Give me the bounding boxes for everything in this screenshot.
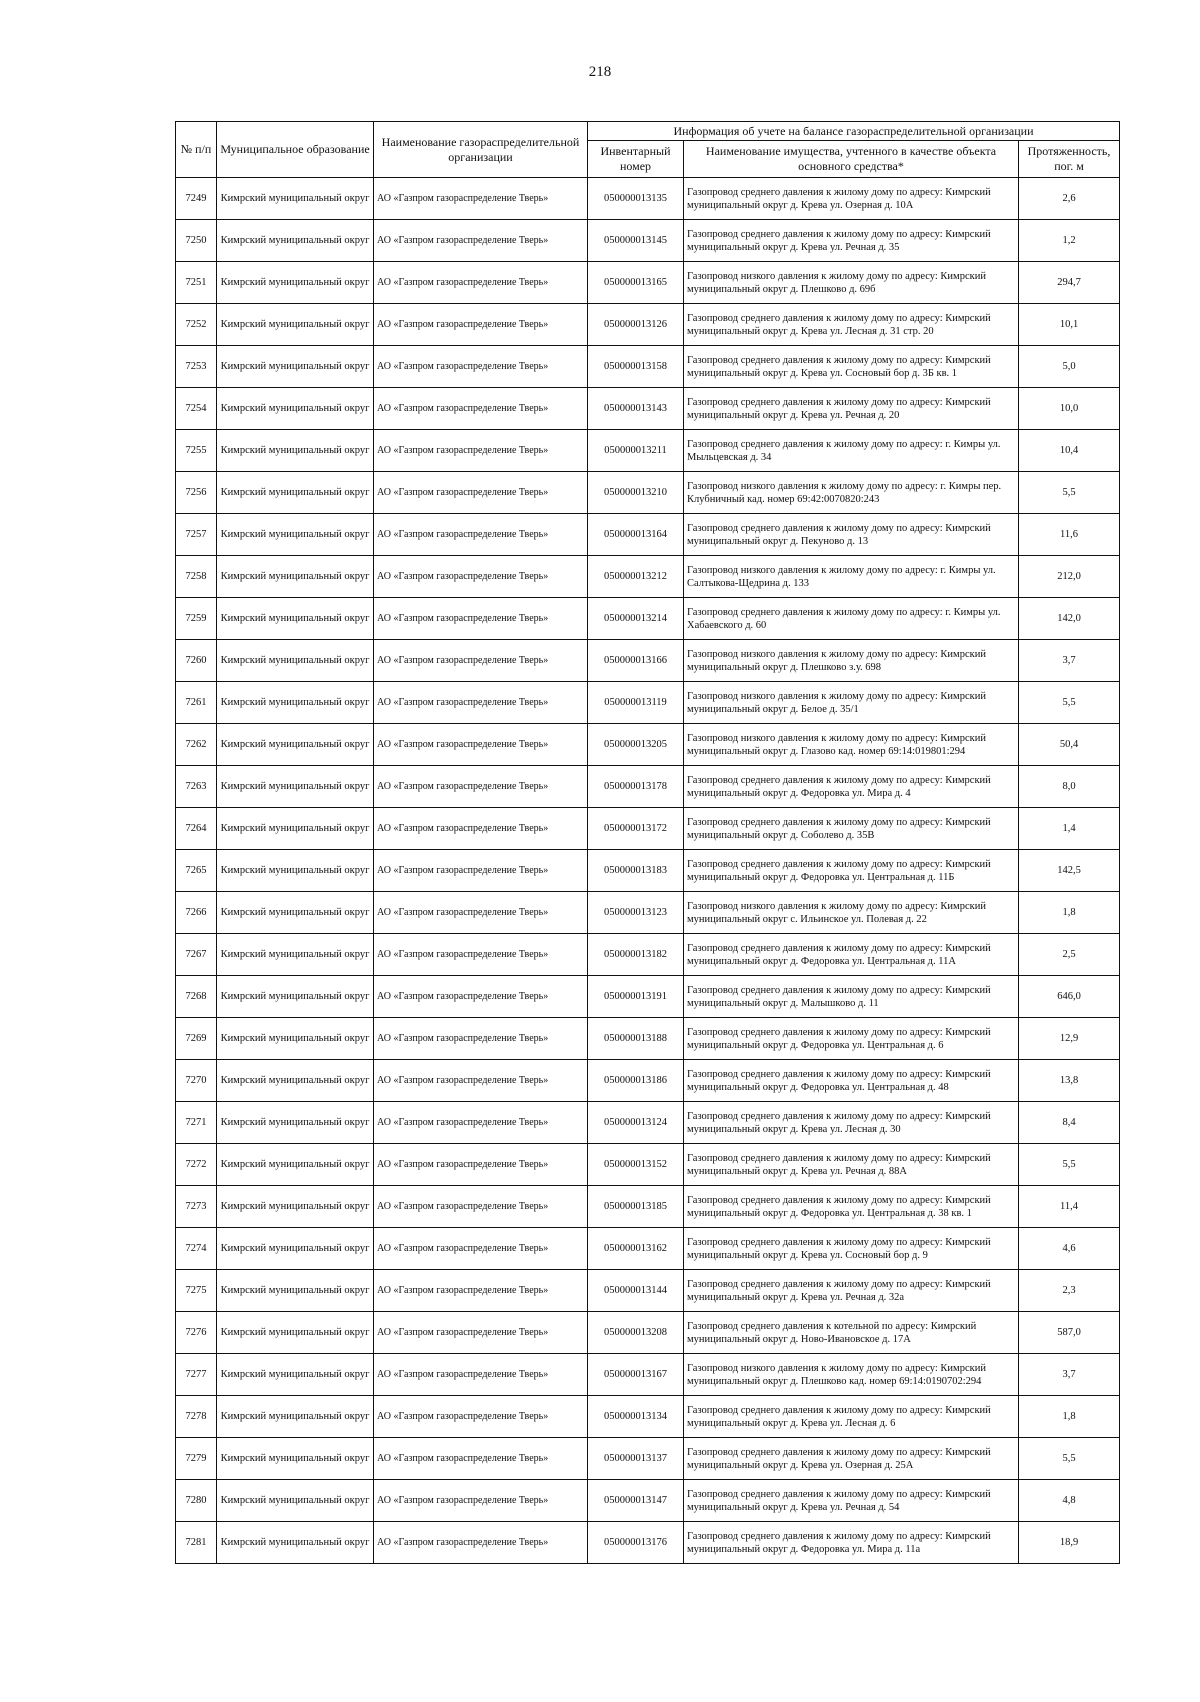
- cell-municipality: Кимрский муниципальный округ: [217, 1144, 374, 1186]
- cell-property-name: Газопровод среднего давления к жилому дому по адресу: Кимрский муниципальный округ д. Федоровка ул. Центральная д. 38 кв. 1: [684, 1186, 1019, 1228]
- table-row: [176, 598, 1120, 640]
- cell-organization: АО «Газпром газораспределение Тверь»: [374, 808, 588, 850]
- cell-organization: АО «Газпром газораспределение Тверь»: [374, 766, 588, 808]
- table-row: [176, 808, 1120, 850]
- cell-municipality: Кимрский муниципальный округ: [217, 1102, 374, 1144]
- cell-length: 2,5: [1019, 934, 1120, 976]
- cell-inventory-number: 050000013208: [588, 1312, 684, 1354]
- cell-organization: АО «Газпром газораспределение Тверь»: [374, 220, 588, 262]
- cell-length: 8,4: [1019, 1102, 1120, 1144]
- cell-inventory-number: 050000013182: [588, 934, 684, 976]
- cell-number: 7258: [176, 556, 217, 598]
- cell-length: 11,4: [1019, 1186, 1120, 1228]
- cell-length: 10,4: [1019, 430, 1120, 472]
- cell-municipality: Кимрский муниципальный округ: [217, 304, 374, 346]
- cell-number: 7266: [176, 892, 217, 934]
- cell-number: 7255: [176, 430, 217, 472]
- cell-inventory-number: 050000013158: [588, 346, 684, 388]
- table-row: [176, 1228, 1120, 1270]
- cell-organization: АО «Газпром газораспределение Тверь»: [374, 388, 588, 430]
- cell-number: 7253: [176, 346, 217, 388]
- header-no: № п/п: [176, 122, 217, 178]
- header-municipality: Муниципальное образование: [217, 122, 374, 178]
- cell-length: 142,0: [1019, 598, 1120, 640]
- cell-municipality: Кимрский муниципальный округ: [217, 724, 374, 766]
- cell-inventory-number: 050000013176: [588, 1522, 684, 1564]
- header-group-title: Информация об учете на балансе газораспределительной организации: [588, 122, 1120, 141]
- cell-property-name: Газопровод среднего давления к жилому дому по адресу: г. Кимры ул. Мыльцевская д. 34: [684, 430, 1019, 472]
- table-row: [176, 640, 1120, 682]
- cell-property-name: Газопровод среднего давления к жилому дому по адресу: г. Кимры ул. Хабаевского д. 60: [684, 598, 1019, 640]
- cell-property-name: Газопровод среднего давления к жилому дому по адресу: Кимрский муниципальный округ д. Крева ул. Речная д. 54: [684, 1480, 1019, 1522]
- cell-property-name: Газопровод низкого давления к жилому дому по адресу: г. Кимры пер. Клубничный кад. номер 69:42:0070820:243: [684, 472, 1019, 514]
- table-row: [176, 430, 1120, 472]
- cell-number: 7277: [176, 1354, 217, 1396]
- table-row: [176, 1102, 1120, 1144]
- cell-property-name: Газопровод среднего давления к жилому дому по адресу: Кимрский муниципальный округ д. Крева ул. Озерная д. 10А: [684, 178, 1019, 220]
- cell-inventory-number: 050000013135: [588, 178, 684, 220]
- cell-inventory-number: 050000013205: [588, 724, 684, 766]
- cell-length: 10,0: [1019, 388, 1120, 430]
- cell-property-name: Газопровод низкого давления к жилому дому по адресу: Кимрский муниципальный округ д. Плешково з.у. 698: [684, 640, 1019, 682]
- cell-length: 646,0: [1019, 976, 1120, 1018]
- cell-organization: АО «Газпром газораспределение Тверь»: [374, 1354, 588, 1396]
- cell-inventory-number: 050000013145: [588, 220, 684, 262]
- cell-organization: АО «Газпром газораспределение Тверь»: [374, 304, 588, 346]
- cell-municipality: Кимрский муниципальный округ: [217, 178, 374, 220]
- cell-property-name: Газопровод среднего давления к жилому дому по адресу: Кимрский муниципальный округ д. Крева ул. Лесная д. 31 стр. 20: [684, 304, 1019, 346]
- cell-number: 7249: [176, 178, 217, 220]
- cell-organization: АО «Газпром газораспределение Тверь»: [374, 682, 588, 724]
- cell-property-name: Газопровод среднего давления к жилому дому по адресу: Кимрский муниципальный округ д. Федоровка ул. Центральная д. 6: [684, 1018, 1019, 1060]
- cell-property-name: Газопровод низкого давления к жилому дому по адресу: г. Кимры ул. Салтыкова-Щедрина д. 133: [684, 556, 1019, 598]
- cell-inventory-number: 050000013210: [588, 472, 684, 514]
- cell-organization: АО «Газпром газораспределение Тверь»: [374, 892, 588, 934]
- cell-municipality: Кимрский муниципальный округ: [217, 1354, 374, 1396]
- cell-length: 212,0: [1019, 556, 1120, 598]
- cell-organization: АО «Газпром газораспределение Тверь»: [374, 556, 588, 598]
- cell-length: 5,5: [1019, 1438, 1120, 1480]
- cell-municipality: Кимрский муниципальный округ: [217, 472, 374, 514]
- table-row: [176, 1480, 1120, 1522]
- cell-property-name: Газопровод среднего давления к котельной по адресу: Кимрский муниципальный округ д. Ново-Ивановское д. 17А: [684, 1312, 1019, 1354]
- cell-municipality: Кимрский муниципальный округ: [217, 514, 374, 556]
- cell-property-name: Газопровод низкого давления к жилому дому по адресу: Кимрский муниципальный округ д. Белое д. 35/1: [684, 682, 1019, 724]
- cell-length: 294,7: [1019, 262, 1120, 304]
- cell-inventory-number: 050000013186: [588, 1060, 684, 1102]
- cell-length: 5,5: [1019, 682, 1120, 724]
- cell-number: 7252: [176, 304, 217, 346]
- cell-property-name: Газопровод среднего давления к жилому дому по адресу: Кимрский муниципальный округ д. Крева ул. Озерная д. 25А: [684, 1438, 1019, 1480]
- cell-municipality: Кимрский муниципальный округ: [217, 1018, 374, 1060]
- table-row: [176, 1270, 1120, 1312]
- cell-municipality: Кимрский муниципальный округ: [217, 640, 374, 682]
- cell-number: 7278: [176, 1396, 217, 1438]
- cell-inventory-number: 050000013123: [588, 892, 684, 934]
- cell-inventory-number: 050000013172: [588, 808, 684, 850]
- cell-organization: АО «Газпром газораспределение Тверь»: [374, 346, 588, 388]
- cell-number: 7280: [176, 1480, 217, 1522]
- cell-inventory-number: 050000013147: [588, 1480, 684, 1522]
- cell-organization: АО «Газпром газораспределение Тверь»: [374, 976, 588, 1018]
- cell-municipality: Кимрский муниципальный округ: [217, 850, 374, 892]
- cell-municipality: Кимрский муниципальный округ: [217, 1522, 374, 1564]
- table-row: [176, 1144, 1120, 1186]
- cell-municipality: Кимрский муниципальный округ: [217, 1480, 374, 1522]
- cell-number: 7279: [176, 1438, 217, 1480]
- cell-length: 4,6: [1019, 1228, 1120, 1270]
- cell-organization: АО «Газпром газораспределение Тверь»: [374, 514, 588, 556]
- table-row: [176, 1312, 1120, 1354]
- cell-length: 1,8: [1019, 1396, 1120, 1438]
- cell-property-name: Газопровод среднего давления к жилому дому по адресу: Кимрский муниципальный округ д. Федоровка ул. Центральная д. 11Б: [684, 850, 1019, 892]
- cell-organization: АО «Газпром газораспределение Тверь»: [374, 598, 588, 640]
- cell-inventory-number: 050000013134: [588, 1396, 684, 1438]
- cell-organization: АО «Газпром газораспределение Тверь»: [374, 1102, 588, 1144]
- cell-property-name: Газопровод среднего давления к жилому дому по адресу: Кимрский муниципальный округ д. Федоровка ул. Центральная д. 11А: [684, 934, 1019, 976]
- cell-property-name: Газопровод среднего давления к жилому дому по адресу: Кимрский муниципальный округ д. Крева ул. Сосновый бор д. 9: [684, 1228, 1019, 1270]
- cell-length: 2,6: [1019, 178, 1120, 220]
- cell-number: 7263: [176, 766, 217, 808]
- cell-number: 7272: [176, 1144, 217, 1186]
- cell-number: 7265: [176, 850, 217, 892]
- cell-municipality: Кимрский муниципальный округ: [217, 934, 374, 976]
- cell-number: 7251: [176, 262, 217, 304]
- cell-municipality: Кимрский муниципальный округ: [217, 556, 374, 598]
- header-org: Наименование газораспределительной организации: [374, 122, 588, 178]
- cell-property-name: Газопровод среднего давления к жилому дому по адресу: Кимрский муниципальный округ д. Соболево д. 35В: [684, 808, 1019, 850]
- cell-organization: АО «Газпром газораспределение Тверь»: [374, 1186, 588, 1228]
- cell-organization: АО «Газпром газораспределение Тверь»: [374, 1144, 588, 1186]
- cell-municipality: Кимрский муниципальный округ: [217, 1270, 374, 1312]
- cell-number: 7271: [176, 1102, 217, 1144]
- cell-length: 3,7: [1019, 1354, 1120, 1396]
- table-row: [176, 178, 1120, 220]
- table-row: [176, 514, 1120, 556]
- cell-property-name: Газопровод низкого давления к жилому дому по адресу: Кимрский муниципальный округ д. Плешково д. 69б: [684, 262, 1019, 304]
- cell-property-name: Газопровод среднего давления к жилому дому по адресу: Кимрский муниципальный округ д. Федоровка ул. Мира д. 11а: [684, 1522, 1019, 1564]
- cell-property-name: Газопровод среднего давления к жилому дому по адресу: Кимрский муниципальный округ д. Крева ул. Лесная д. 6: [684, 1396, 1019, 1438]
- cell-organization: АО «Газпром газораспределение Тверь»: [374, 1228, 588, 1270]
- cell-municipality: Кимрский муниципальный округ: [217, 1312, 374, 1354]
- cell-length: 1,2: [1019, 220, 1120, 262]
- cell-length: 11,6: [1019, 514, 1120, 556]
- cell-number: 7254: [176, 388, 217, 430]
- cell-organization: АО «Газпром газораспределение Тверь»: [374, 1060, 588, 1102]
- table-row: [176, 934, 1120, 976]
- cell-length: 50,4: [1019, 724, 1120, 766]
- cell-number: 7276: [176, 1312, 217, 1354]
- cell-municipality: Кимрский муниципальный округ: [217, 1228, 374, 1270]
- table-row: [176, 682, 1120, 724]
- cell-length: 4,8: [1019, 1480, 1120, 1522]
- cell-length: 5,5: [1019, 472, 1120, 514]
- cell-inventory-number: 050000013164: [588, 514, 684, 556]
- cell-inventory-number: 050000013126: [588, 304, 684, 346]
- cell-number: 7256: [176, 472, 217, 514]
- cell-municipality: Кимрский муниципальный округ: [217, 682, 374, 724]
- table-row: [176, 388, 1120, 430]
- cell-number: 7273: [176, 1186, 217, 1228]
- cell-number: 7269: [176, 1018, 217, 1060]
- cell-organization: АО «Газпром газораспределение Тверь»: [374, 640, 588, 682]
- cell-property-name: Газопровод среднего давления к жилому дому по адресу: Кимрский муниципальный округ д. Пекуново д. 13: [684, 514, 1019, 556]
- header-property: Наименование имущества, учтенного в качестве объекта основного средства*: [684, 141, 1019, 178]
- cell-organization: АО «Газпром газораспределение Тверь»: [374, 1480, 588, 1522]
- cell-municipality: Кимрский муниципальный округ: [217, 892, 374, 934]
- table-row: [176, 766, 1120, 808]
- header-length: Протяженность, пог. м: [1019, 141, 1120, 178]
- cell-number: 7274: [176, 1228, 217, 1270]
- cell-length: 8,0: [1019, 766, 1120, 808]
- cell-property-name: Газопровод среднего давления к жилому дому по адресу: Кимрский муниципальный округ д. Малышково д. 11: [684, 976, 1019, 1018]
- cell-municipality: Кимрский муниципальный округ: [217, 1186, 374, 1228]
- cell-number: 7250: [176, 220, 217, 262]
- cell-municipality: Кимрский муниципальный округ: [217, 1060, 374, 1102]
- cell-length: 5,5: [1019, 1144, 1120, 1186]
- cell-property-name: Газопровод среднего давления к жилому дому по адресу: Кимрский муниципальный округ д. Крева ул. Сосновый бор д. 3Б кв. 1: [684, 346, 1019, 388]
- registry-table: [175, 121, 1120, 1564]
- cell-length: 1,8: [1019, 892, 1120, 934]
- table-row: [176, 1522, 1120, 1564]
- cell-organization: АО «Газпром газораспределение Тверь»: [374, 850, 588, 892]
- cell-property-name: Газопровод среднего давления к жилому дому по адресу: Кимрский муниципальный округ д. Крева ул. Речная д. 20: [684, 388, 1019, 430]
- table-row: [176, 346, 1120, 388]
- table-row: [176, 1354, 1120, 1396]
- cell-number: 7259: [176, 598, 217, 640]
- cell-length: 13,8: [1019, 1060, 1120, 1102]
- cell-organization: АО «Газпром газораспределение Тверь»: [374, 724, 588, 766]
- cell-organization: АО «Газпром газораспределение Тверь»: [374, 1438, 588, 1480]
- cell-length: 12,9: [1019, 1018, 1120, 1060]
- cell-municipality: Кимрский муниципальный округ: [217, 1396, 374, 1438]
- cell-organization: АО «Газпром газораспределение Тверь»: [374, 1522, 588, 1564]
- cell-property-name: Газопровод низкого давления к жилому дому по адресу: Кимрский муниципальный округ д. Плешково кад. номер 69:14:0190702:294: [684, 1354, 1019, 1396]
- cell-length: 142,5: [1019, 850, 1120, 892]
- page-number: 218: [588, 64, 612, 80]
- cell-length: 18,9: [1019, 1522, 1120, 1564]
- cell-organization: АО «Газпром газораспределение Тверь»: [374, 472, 588, 514]
- cell-municipality: Кимрский муниципальный округ: [217, 976, 374, 1018]
- cell-inventory-number: 050000013166: [588, 640, 684, 682]
- table-row: [176, 556, 1120, 598]
- cell-number: 7268: [176, 976, 217, 1018]
- cell-organization: АО «Газпром газораспределение Тверь»: [374, 1018, 588, 1060]
- cell-organization: АО «Газпром газораспределение Тверь»: [374, 262, 588, 304]
- cell-municipality: Кимрский муниципальный округ: [217, 346, 374, 388]
- cell-number: 7260: [176, 640, 217, 682]
- cell-organization: АО «Газпром газораспределение Тверь»: [374, 178, 588, 220]
- table-row: [176, 1186, 1120, 1228]
- cell-municipality: Кимрский муниципальный округ: [217, 808, 374, 850]
- cell-municipality: Кимрский муниципальный округ: [217, 1438, 374, 1480]
- table-row: [176, 1060, 1120, 1102]
- cell-organization: АО «Газпром газораспределение Тверь»: [374, 430, 588, 472]
- cell-number: 7267: [176, 934, 217, 976]
- cell-inventory-number: 050000013119: [588, 682, 684, 724]
- cell-number: 7264: [176, 808, 217, 850]
- cell-number: 7262: [176, 724, 217, 766]
- cell-inventory-number: 050000013212: [588, 556, 684, 598]
- cell-inventory-number: 050000013178: [588, 766, 684, 808]
- cell-inventory-number: 050000013211: [588, 430, 684, 472]
- cell-organization: АО «Газпром газораспределение Тверь»: [374, 1396, 588, 1438]
- cell-inventory-number: 050000013188: [588, 1018, 684, 1060]
- table-row: [176, 262, 1120, 304]
- cell-inventory-number: 050000013152: [588, 1144, 684, 1186]
- cell-number: 7281: [176, 1522, 217, 1564]
- cell-inventory-number: 050000013137: [588, 1438, 684, 1480]
- cell-inventory-number: 050000013162: [588, 1228, 684, 1270]
- cell-length: 2,3: [1019, 1270, 1120, 1312]
- cell-inventory-number: 050000013144: [588, 1270, 684, 1312]
- table-row: [176, 472, 1120, 514]
- cell-property-name: Газопровод среднего давления к жилому дому по адресу: Кимрский муниципальный округ д. Крева ул. Речная д. 32а: [684, 1270, 1019, 1312]
- cell-municipality: Кимрский муниципальный округ: [217, 388, 374, 430]
- cell-length: 5,0: [1019, 346, 1120, 388]
- cell-number: 7275: [176, 1270, 217, 1312]
- table-row: [176, 850, 1120, 892]
- cell-property-name: Газопровод среднего давления к жилому дому по адресу: Кимрский муниципальный округ д. Крева ул. Лесная д. 30: [684, 1102, 1019, 1144]
- cell-property-name: Газопровод низкого давления к жилому дому по адресу: Кимрский муниципальный округ д. Глазово кад. номер 69:14:019801:294: [684, 724, 1019, 766]
- cell-inventory-number: 050000013165: [588, 262, 684, 304]
- cell-inventory-number: 050000013214: [588, 598, 684, 640]
- cell-municipality: Кимрский муниципальный округ: [217, 262, 374, 304]
- cell-organization: АО «Газпром газораспределение Тверь»: [374, 1270, 588, 1312]
- table-row: [176, 892, 1120, 934]
- cell-property-name: Газопровод среднего давления к жилому дому по адресу: Кимрский муниципальный округ д. Федоровка ул. Мира д. 4: [684, 766, 1019, 808]
- cell-length: 3,7: [1019, 640, 1120, 682]
- cell-municipality: Кимрский муниципальный округ: [217, 598, 374, 640]
- cell-inventory-number: 050000013167: [588, 1354, 684, 1396]
- cell-inventory-number: 050000013191: [588, 976, 684, 1018]
- table-body: [176, 178, 1120, 1564]
- table-row: [176, 220, 1120, 262]
- cell-organization: АО «Газпром газораспределение Тверь»: [374, 1312, 588, 1354]
- header-inventory: Инвентарный номер: [588, 141, 684, 178]
- table-row: [176, 1438, 1120, 1480]
- cell-length: 1,4: [1019, 808, 1120, 850]
- table-row: [176, 976, 1120, 1018]
- cell-property-name: Газопровод среднего давления к жилому дому по адресу: Кимрский муниципальный округ д. Федоровка ул. Центральная д. 48: [684, 1060, 1019, 1102]
- table-row: [176, 1396, 1120, 1438]
- cell-property-name: Газопровод низкого давления к жилому дому по адресу: Кимрский муниципальный округ с. Ильинское ул. Полевая д. 22: [684, 892, 1019, 934]
- cell-number: 7270: [176, 1060, 217, 1102]
- cell-number: 7261: [176, 682, 217, 724]
- cell-inventory-number: 050000013124: [588, 1102, 684, 1144]
- table-row: [176, 1018, 1120, 1060]
- table-row: [176, 724, 1120, 766]
- cell-inventory-number: 050000013183: [588, 850, 684, 892]
- cell-inventory-number: 050000013143: [588, 388, 684, 430]
- cell-municipality: Кимрский муниципальный округ: [217, 430, 374, 472]
- cell-number: 7257: [176, 514, 217, 556]
- cell-length: 10,1: [1019, 304, 1120, 346]
- cell-property-name: Газопровод среднего давления к жилому дому по адресу: Кимрский муниципальный округ д. Крева ул. Речная д. 88А: [684, 1144, 1019, 1186]
- cell-length: 587,0: [1019, 1312, 1120, 1354]
- cell-property-name: Газопровод среднего давления к жилому дому по адресу: Кимрский муниципальный округ д. Крева ул. Речная д. 35: [684, 220, 1019, 262]
- cell-organization: АО «Газпром газораспределение Тверь»: [374, 934, 588, 976]
- cell-municipality: Кимрский муниципальный округ: [217, 220, 374, 262]
- cell-inventory-number: 050000013185: [588, 1186, 684, 1228]
- table-row: [176, 304, 1120, 346]
- cell-municipality: Кимрский муниципальный округ: [217, 766, 374, 808]
